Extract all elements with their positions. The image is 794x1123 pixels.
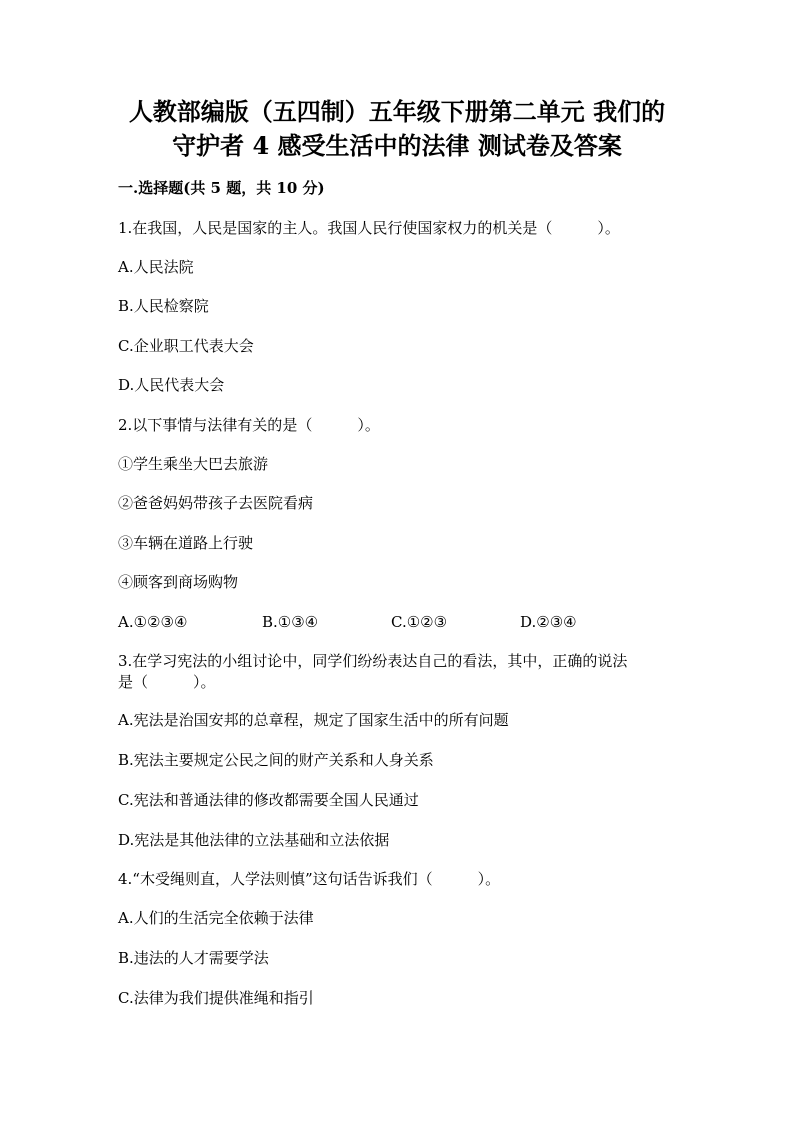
- title-line-1: 人教部编版（五四制）五年级下册第二单元 我们的: [128, 97, 666, 126]
- question-1-stem: 1.在我国，人民是国家的主人。我国人民行使国家权力的机关是（ ）。: [118, 219, 620, 237]
- question-1-option-d: D.人民代表大会: [118, 376, 225, 394]
- question-4-option-a: A.人们的生活完全依赖于法律: [118, 909, 314, 927]
- question-4-option-c: C.法律为我们提供准绳和指引: [118, 989, 314, 1007]
- title-line-2: 守护者 4 感受生活中的法律 测试卷及答案: [172, 131, 622, 160]
- question-2-item-3: ③车辆在道路上行驶: [118, 534, 254, 552]
- question-3-option-c: C.宪法和普通法律的修改都需要全国人民通过: [118, 791, 419, 809]
- question-2-item-2: ②爸爸妈妈带孩子去医院看病: [118, 494, 314, 512]
- question-2-stem: 2.以下事情与法律有关的是（ ）。: [118, 416, 380, 434]
- question-3-option-a: A.宪法是治国安邦的总章程，规定了国家生活中的所有问题: [118, 711, 509, 729]
- question-4-stem: 4.“木受绳则直，人学法则慎”这句话告诉我们（ ）。: [118, 870, 501, 888]
- question-3-stem-line-2: 是（ ）。: [118, 673, 216, 691]
- question-3-option-b: B.宪法主要规定公民之间的财产关系和人身关系: [118, 751, 434, 769]
- question-2-item-1: ①学生乘坐大巴去旅游: [118, 455, 269, 473]
- question-1-option-a: A.人民法院: [118, 258, 194, 276]
- section-heading: 一.选择题(共 5 题，共 10 分): [118, 179, 325, 197]
- question-4-option-b: B.违法的人才需要学法: [118, 949, 269, 967]
- question-1-option-b: B.人民检察院: [118, 297, 209, 315]
- question-2-item-4: ④顾客到商场购物: [118, 573, 239, 591]
- question-2-option-a: A.①②③④: [118, 613, 188, 631]
- question-3-stem-line-1: 3.在学习宪法的小组讨论中，同学们纷纷表达自己的看法，其中，正确的说法: [118, 652, 628, 670]
- question-2-option-d: D.②③④: [520, 613, 577, 631]
- question-1-option-c: C.企业职工代表大会: [118, 337, 254, 355]
- question-2-option-b: B.①③④: [262, 613, 319, 631]
- question-3-option-d: D.宪法是其他法律的立法基础和立法依据: [118, 831, 390, 849]
- question-2-option-c: C.①②③: [391, 613, 448, 631]
